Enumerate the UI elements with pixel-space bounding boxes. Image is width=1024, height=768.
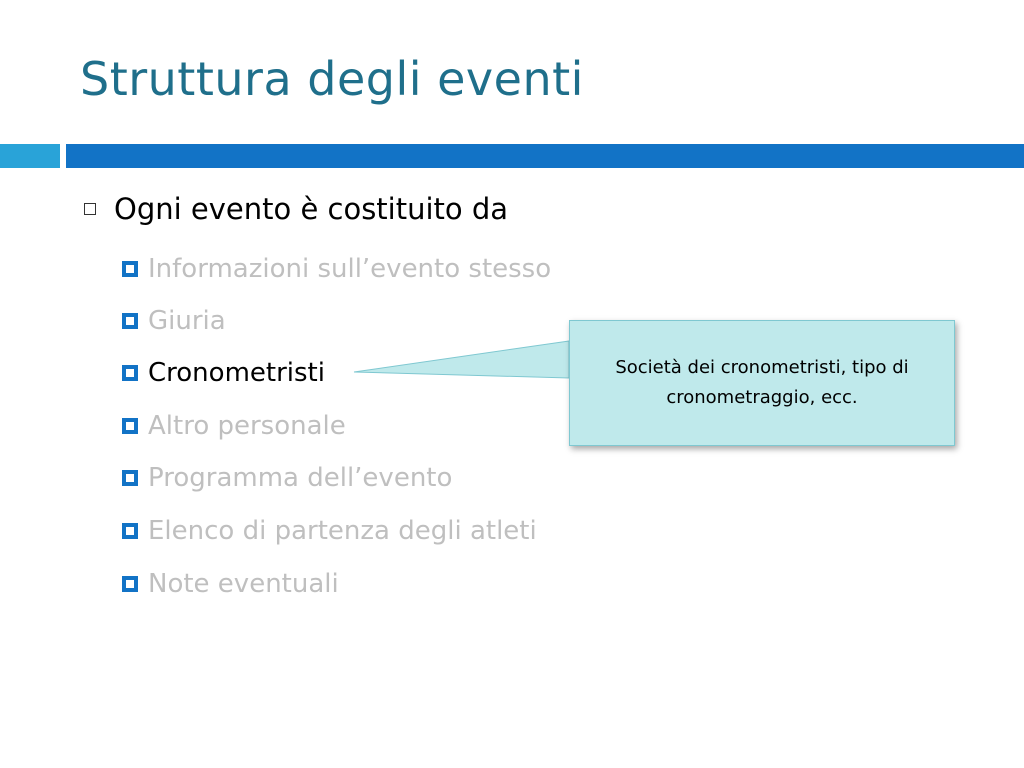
sub-item-text: Note eventuali bbox=[148, 569, 339, 599]
callout-text: Società dei cronometristi, tipo di cronometraggio, ecc. bbox=[615, 357, 909, 408]
sub-item-text: Cronometristi bbox=[148, 358, 325, 388]
sub-item-text: Elenco di partenza degli atleti bbox=[148, 516, 537, 546]
sub-item-text: Programma dell’evento bbox=[148, 463, 453, 493]
slide-title: Struttura degli eventi bbox=[80, 52, 584, 106]
callout-box bbox=[569, 320, 955, 446]
sub-item-text: Giuria bbox=[148, 306, 226, 336]
sub-item-text: Informazioni sull’evento stesso bbox=[148, 254, 552, 284]
sub-item-text: Altro personale bbox=[148, 411, 346, 441]
main-bullet-text: Ogni evento è costituito da bbox=[114, 192, 509, 226]
